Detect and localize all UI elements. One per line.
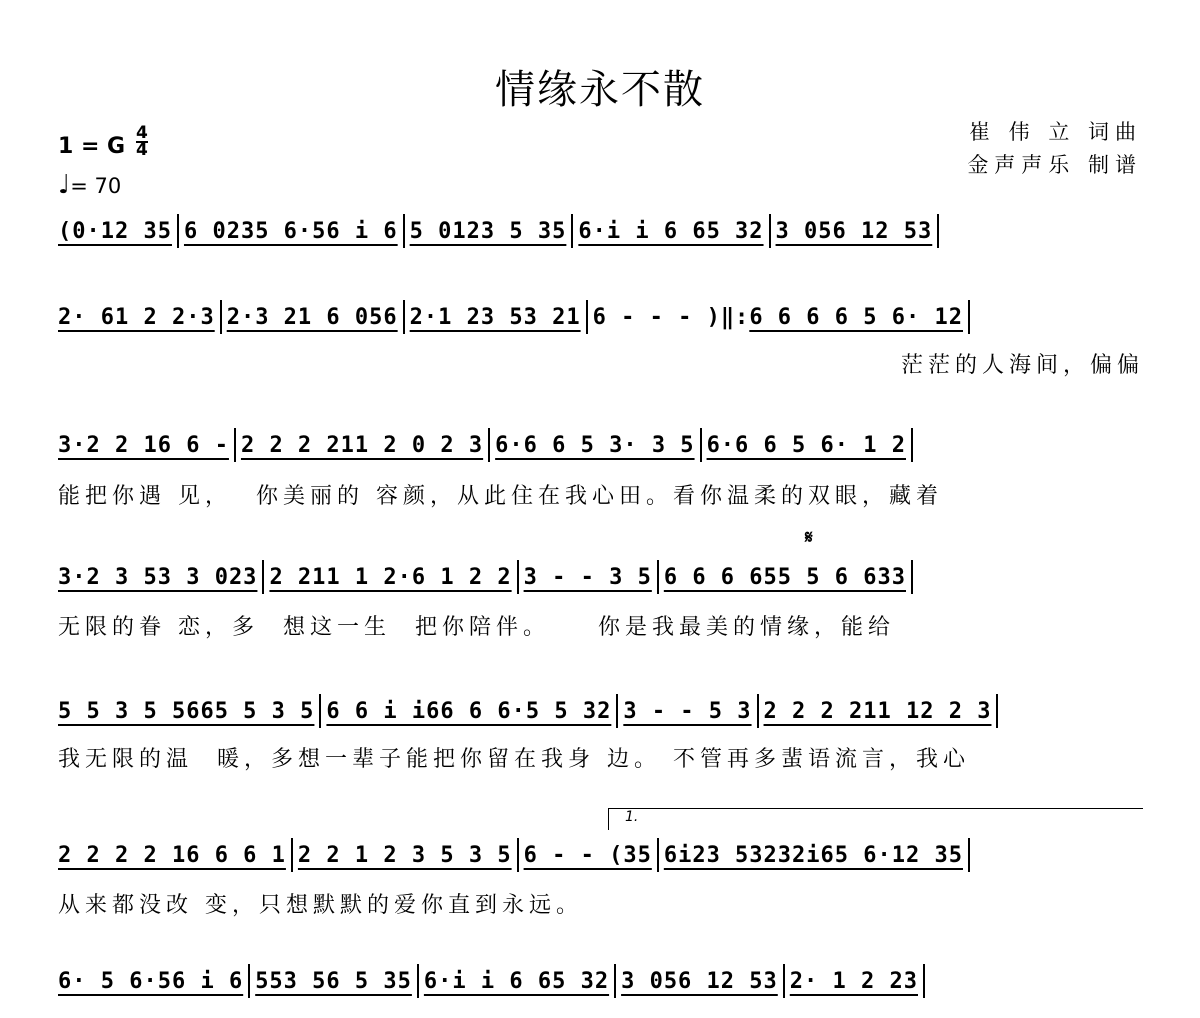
measure: 2 2 2 211 12 2 3 [763,698,992,724]
lyrics-line-3: 无限的眷 恋，多 想这一生 把你陪伴。 你是我最美的情缘，能给 [58,615,895,640]
barline [937,214,939,248]
measure: 3 - - 5 3 [623,698,752,724]
measure: 6i23 53232i65 6·12 35 [663,842,963,868]
lyrics-line-5: 从来都没改 变，只想默默的爱你直到永远。 [58,893,583,918]
measure: 2· 1 2 23 [789,968,918,994]
measure: 3 - - 3 5 [523,564,652,590]
measure: 6·i i 6 65 32 [578,218,764,244]
measure: 6· 5 6·56 i 6 [58,968,244,994]
measure: 6·6 6 5 3· 3 5 [495,432,695,458]
measure: 3 056 12 53 [775,218,933,244]
tempo-marking [58,170,121,200]
measure: 2· 61 2 2·3 [58,304,215,330]
page-title: 情缘永不散 [495,67,705,113]
music-system-6 [58,838,1144,872]
measure: 3·2 3 53 3 023 [58,564,258,590]
composer-credit: 崔 伟 立 词曲 [968,120,1142,144]
music-system-4 [58,560,1144,594]
measure: 553 56 5 35 [255,968,412,994]
lyrics-line-2: 能把你遇 见， 你美丽的 容颜，从此住在我心田。看你温柔的双眼，藏着 [58,484,943,509]
quarter-note-icon: ♩ [58,170,71,200]
measure: 6·i i 6 65 32 [423,968,610,994]
time-signature-bottom: 4 [136,140,148,160]
credits [967,116,1142,182]
first-ending-bracket: 1. [608,808,1143,830]
measure: 6·6 6 5 6· 1 2 [706,432,906,458]
measure: 2 2 2 2 16 6 6 1 [58,842,286,868]
time-signature [136,123,148,160]
measure: 6 0235 6·56 i 6 [183,218,398,244]
arranger-credit: 金声声乐 制谱 [967,153,1142,177]
segno-icon: 𝄋 [805,527,813,548]
time-signature-top: 4 [136,123,148,143]
measure: 2 2 1 2 3 5 3 5 [297,842,512,868]
music-system-2 [58,300,1144,334]
measure: 6 - - - )‖: [592,304,750,330]
lyrics-line-4: 我无限的温 暖，多想一辈子能把你留在我身 边。 不管再多蜚语流言，我心 [58,747,970,772]
measure: 2·3 21 6 056 [226,304,398,330]
measure: 2 2 2 211 2 0 2 3 [240,432,484,458]
tempo-value: = 70 [70,174,122,198]
measure: 2·1 23 53 21 [409,304,581,330]
music-system-1 [58,214,1144,248]
measure: 2 211 1 2·6 1 2 2 [269,564,512,590]
music-system-5 [58,694,1144,728]
music-system-7 [58,964,1144,998]
lyrics-line-1: 茫茫的人海间，偏偏 [900,353,1144,378]
music-system-3 [58,428,1144,462]
measure: 6 - - (35 [523,842,652,868]
measure: 5 0123 5 35 [409,218,567,244]
measure: 5 5 3 5 5665 5 3 5 [58,698,315,724]
measure: (0·12 35 [58,218,172,244]
key-signature: 1 = G [58,134,126,159]
measure: 6 6 6 6 5 6· 12 [749,304,963,330]
measure: 3 056 12 53 [621,968,778,994]
measure: 6 6 6 655 5 6 633 [663,564,906,590]
measure: 3·2 2 16 6 - [58,432,229,458]
measure: 6 6 i i66 6 6·5 5 32 [326,698,612,724]
